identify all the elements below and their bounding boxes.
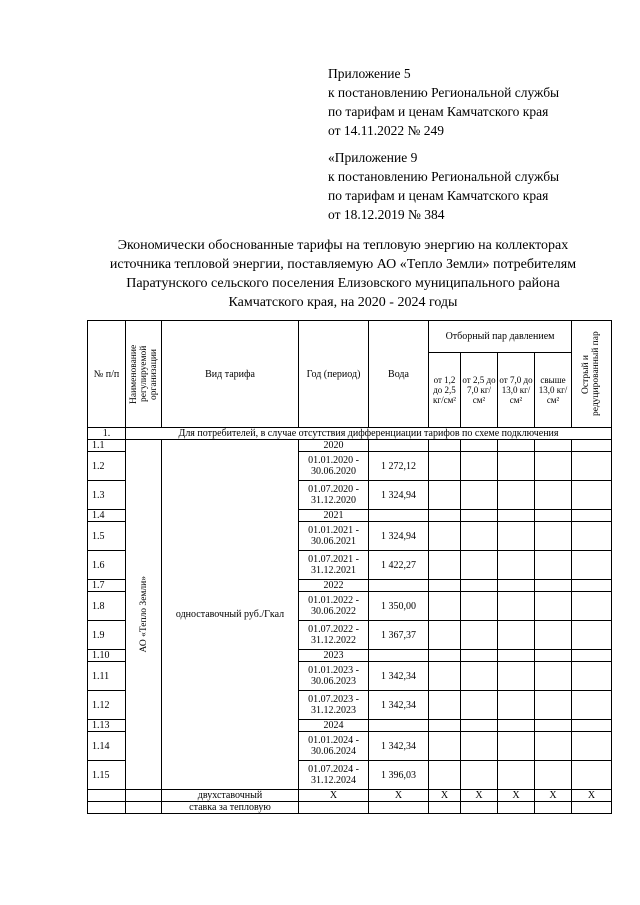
row-num (88, 790, 126, 802)
period-cell: 01.01.2022 - 30.06.2022 (299, 592, 369, 621)
steam-value (572, 440, 612, 452)
steam-value (572, 510, 612, 522)
period-cell: 01.01.2020 - 30.06.2020 (299, 452, 369, 481)
steam-value (498, 580, 535, 592)
row-num: 1.4 (88, 510, 126, 522)
header-steam-1: от 1,2 до 2,5 кг/см² (429, 353, 461, 428)
steam-value (461, 580, 498, 592)
section-text: Для потребителей, в случае отсутствия дифференциации тарифов по схеме подключения (126, 428, 612, 440)
steam-value (429, 732, 461, 761)
header-line: к постановлению Региональной службы (328, 85, 560, 100)
water-value: 1 324,94 (369, 481, 429, 510)
steam-value (572, 650, 612, 662)
header-steam: Отборный пар давлением (429, 321, 572, 353)
period-cell: 01.07.2020 - 31.12.2020 (299, 481, 369, 510)
header-line: Приложение 5 (328, 66, 411, 81)
document-title (88, 236, 598, 312)
water-value: 1 422,27 (369, 551, 429, 580)
appendix-header-9 (328, 148, 559, 224)
appendix-header-5 (328, 64, 559, 140)
steam-value (461, 732, 498, 761)
steam-value (429, 662, 461, 691)
rate-heat-label: ставка за тепловую (162, 802, 299, 814)
period-cell: 2023 (299, 650, 369, 662)
header-line: от 14.11.2022 № 249 (328, 123, 444, 138)
steam-value (572, 551, 612, 580)
title-line: Камчатского края, на 2020 - 2024 годы (228, 295, 458, 310)
row-num: 1.8 (88, 592, 126, 621)
steam-value (461, 510, 498, 522)
steam-value (498, 440, 535, 452)
row-num (88, 802, 126, 814)
steam-value (572, 691, 612, 720)
tariff-type: одноставочный руб./Гкал (162, 440, 299, 790)
period-cell: 01.01.2023 - 30.06.2023 (299, 662, 369, 691)
steam-value (498, 481, 535, 510)
steam-value (461, 592, 498, 621)
row-num: 1.15 (88, 761, 126, 790)
table-row (88, 440, 612, 452)
row-num: 1.5 (88, 522, 126, 551)
steam-value (535, 691, 572, 720)
steam-value (498, 691, 535, 720)
title-line: источника тепловой энергии, поставляемую АО «Тепло Земли» потребителям (109, 257, 577, 272)
water-value: 1 342,34 (369, 691, 429, 720)
steam-value (535, 510, 572, 522)
steam-value (498, 551, 535, 580)
steam-value (572, 481, 612, 510)
period-cell: 01.07.2023 - 31.12.2023 (299, 691, 369, 720)
steam-value (535, 440, 572, 452)
header-sharp-steam: Острый и редуцированный пар (572, 321, 612, 428)
header-year: Год (период) (299, 321, 369, 428)
steam-value (535, 650, 572, 662)
row-num: 1.12 (88, 691, 126, 720)
row-num: 1.14 (88, 732, 126, 761)
row-num: 1.3 (88, 481, 126, 510)
steam-value (429, 510, 461, 522)
row-num: 1.10 (88, 650, 126, 662)
row-num: 1.9 (88, 621, 126, 650)
period-cell: 01.07.2022 - 31.12.2022 (299, 621, 369, 650)
empty-cell (299, 802, 369, 814)
x-cell: X (429, 790, 461, 802)
steam-value (572, 580, 612, 592)
steam-value (429, 761, 461, 790)
header-water: Вода (369, 321, 429, 428)
steam-value (461, 761, 498, 790)
steam-value (429, 580, 461, 592)
steam-value (429, 440, 461, 452)
empty-cell (429, 802, 461, 814)
steam-value (461, 440, 498, 452)
steam-value (498, 510, 535, 522)
period-cell: 2020 (299, 440, 369, 452)
empty-cell (535, 802, 572, 814)
header-line: к постановлению Региональной службы (328, 169, 560, 184)
steam-value (535, 551, 572, 580)
steam-value (535, 522, 572, 551)
row-num: 1.7 (88, 580, 126, 592)
water-value (369, 720, 429, 732)
steam-value (535, 621, 572, 650)
row-num: 1.6 (88, 551, 126, 580)
water-value: 1 396,03 (369, 761, 429, 790)
steam-value (498, 452, 535, 481)
header-line: по тарифам и ценам Камчатского края (328, 104, 549, 119)
row-num: 1.13 (88, 720, 126, 732)
steam-value (429, 551, 461, 580)
steam-value (429, 691, 461, 720)
empty-cell (461, 802, 498, 814)
steam-value (572, 621, 612, 650)
steam-value (572, 452, 612, 481)
steam-value (429, 650, 461, 662)
steam-value (535, 580, 572, 592)
header-steam-2: от 2,5 до 7,0 кг/см² (461, 353, 498, 428)
water-value: 1 342,34 (369, 732, 429, 761)
steam-value (461, 650, 498, 662)
org-name: АО «Тепло Земли» (126, 440, 162, 790)
period-cell: 01.01.2024 - 30.06.2024 (299, 732, 369, 761)
empty-cell (369, 802, 429, 814)
header-steam-3: от 7,0 до 13,0 кг/см² (498, 353, 535, 428)
steam-value (498, 732, 535, 761)
water-value: 1 350,00 (369, 592, 429, 621)
steam-value (461, 522, 498, 551)
section-num: 1. (88, 428, 126, 440)
empty-cell (572, 802, 612, 814)
steam-value (572, 662, 612, 691)
header-line: «Приложение 9 (328, 150, 418, 165)
steam-value (429, 452, 461, 481)
tariff-table (87, 320, 612, 814)
water-value: 1 324,94 (369, 522, 429, 551)
org-cell (126, 802, 162, 814)
period-cell: 2024 (299, 720, 369, 732)
water-value (369, 650, 429, 662)
steam-value (535, 452, 572, 481)
steam-value (498, 720, 535, 732)
steam-value (535, 592, 572, 621)
steam-value (461, 621, 498, 650)
header-line: от 18.12.2019 № 384 (328, 207, 445, 222)
header-steam-4: свыше 13,0 кг/см² (535, 353, 572, 428)
row-num: 1.1 (88, 440, 126, 452)
water-value: 1 272,12 (369, 452, 429, 481)
period-cell: 01.07.2021 - 31.12.2021 (299, 551, 369, 580)
steam-value (498, 761, 535, 790)
period-cell: 01.07.2024 - 31.12.2024 (299, 761, 369, 790)
steam-value (461, 551, 498, 580)
steam-value (572, 732, 612, 761)
steam-value (429, 522, 461, 551)
steam-value (498, 621, 535, 650)
period-cell: 01.01.2021 - 30.06.2021 (299, 522, 369, 551)
x-cell: X (461, 790, 498, 802)
steam-value (572, 522, 612, 551)
steam-value (429, 720, 461, 732)
period-cell: 2022 (299, 580, 369, 592)
header-num: № п/п (88, 321, 126, 428)
water-value (369, 440, 429, 452)
steam-value (498, 662, 535, 691)
water-value: 1 367,37 (369, 621, 429, 650)
steam-value (535, 662, 572, 691)
steam-value (429, 621, 461, 650)
steam-value (461, 452, 498, 481)
header-tariff-type: Вид тарифа (162, 321, 299, 428)
steam-value (572, 720, 612, 732)
steam-value (498, 592, 535, 621)
x-cell: X (498, 790, 535, 802)
steam-value (535, 481, 572, 510)
empty-cell (498, 802, 535, 814)
x-cell: X (535, 790, 572, 802)
header-line: по тарифам и ценам Камчатского края (328, 188, 549, 203)
title-line: Экономически обоснованные тарифы на тепловую энергию на коллекторах (117, 238, 569, 253)
steam-value (535, 720, 572, 732)
steam-value (572, 592, 612, 621)
title-line: Паратунского сельского поселения Елизовского муниципального района (126, 276, 560, 291)
steam-value (461, 662, 498, 691)
steam-value (461, 691, 498, 720)
row-num: 1.11 (88, 662, 126, 691)
steam-value (461, 481, 498, 510)
x-cell: X (369, 790, 429, 802)
steam-value (461, 720, 498, 732)
steam-value (429, 592, 461, 621)
two-part-label: двухставочный (162, 790, 299, 802)
steam-value (572, 761, 612, 790)
water-value (369, 580, 429, 592)
x-cell: X (299, 790, 369, 802)
water-value (369, 510, 429, 522)
steam-value (535, 761, 572, 790)
steam-value (498, 522, 535, 551)
water-value: 1 342,34 (369, 662, 429, 691)
steam-value (498, 650, 535, 662)
steam-value (535, 732, 572, 761)
steam-value (429, 481, 461, 510)
header-org: Наименование регулируемой организации (126, 321, 162, 428)
org-cell (126, 790, 162, 802)
x-cell: X (572, 790, 612, 802)
row-num: 1.2 (88, 452, 126, 481)
period-cell: 2021 (299, 510, 369, 522)
